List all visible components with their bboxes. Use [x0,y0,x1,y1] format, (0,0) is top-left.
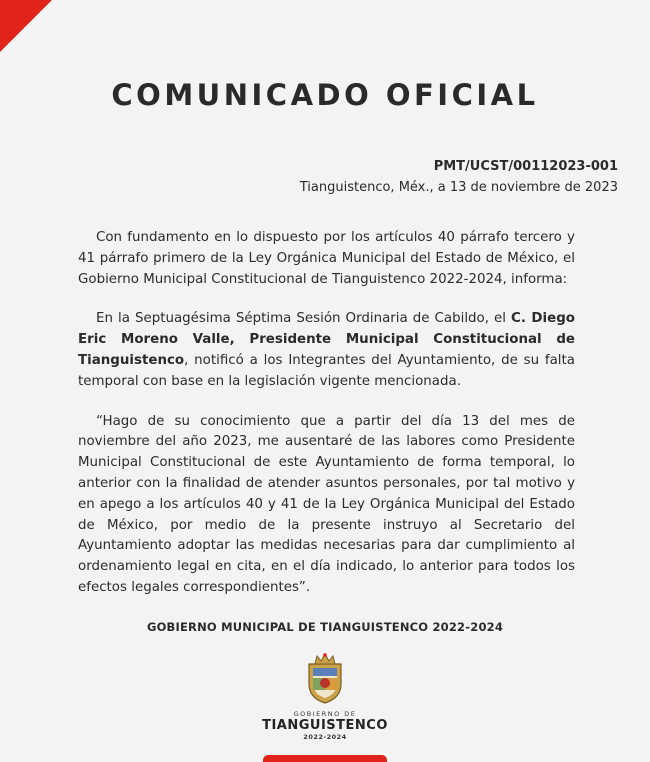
signature-line: GOBIERNO MUNICIPAL DE TIANGUISTENCO 2022-2024 [146,620,504,634]
municipal-logo [0,652,650,741]
logo-text-top: GOBIERNO DE [293,710,357,718]
president-name: C. Diego Eric Moreno Valle, Presidente Municipal Constitucional de Tianguistenco [78,311,575,368]
paragraph-session-tail: , notificó a los Integrantes del Ayuntamiento, de su falta temporal con base en la legislación vigente mencionada. [78,352,575,389]
document-body [78,228,575,618]
page-title: COMUNICADO OFICIAL [111,78,539,112]
place-date: Tianguistenco, Méx., a 13 de noviembre de 2023 [299,180,618,195]
paragraph-intro: Con fundamento en lo dispuesto por los artículos 40 párrafo tercero y 41 párrafo primero de la Ley Orgánica Municipal del Estado de México, el Gobierno Municipal Constitucional de Tianguistenco 2022-2024, informa: [78,230,575,287]
reference-block [300,156,618,198]
bottom-red-tab [263,755,387,762]
logo-text-main: TIANGUISTENCO [262,718,388,733]
coat-of-arms-icon [305,652,345,704]
paragraph-session-lead: En la Septuagésima Séptima Sesión Ordinaria de Cabildo, el [96,311,512,327]
corner-accent [0,0,52,52]
paragraph-quote: “Hago de su conocimiento que a partir del día 13 del mes de noviembre del año 2023, me ausentaré de las labores como Presidente Municipal Constitucional de este Ayuntamiento de forma temporal, lo anterior con la finalidad de atender asuntos personales, por tal motivo y en apego a los artículos 40 y 41 de la Ley Orgánica Municipal del Estado de México, por medio de la presente instruyo al Secretario del Ayuntamiento adoptar las medidas necesarias para dar cumplimiento al ordenamiento legal en cita, en el día indicado, lo anterior para todos los efectos legales correspondientes”. [78,413,575,595]
reference-code: PMT/UCST/00112023-001 [433,159,618,174]
paragraph-session [78,309,575,392]
logo-text-years: 2022-2024 [303,733,347,741]
